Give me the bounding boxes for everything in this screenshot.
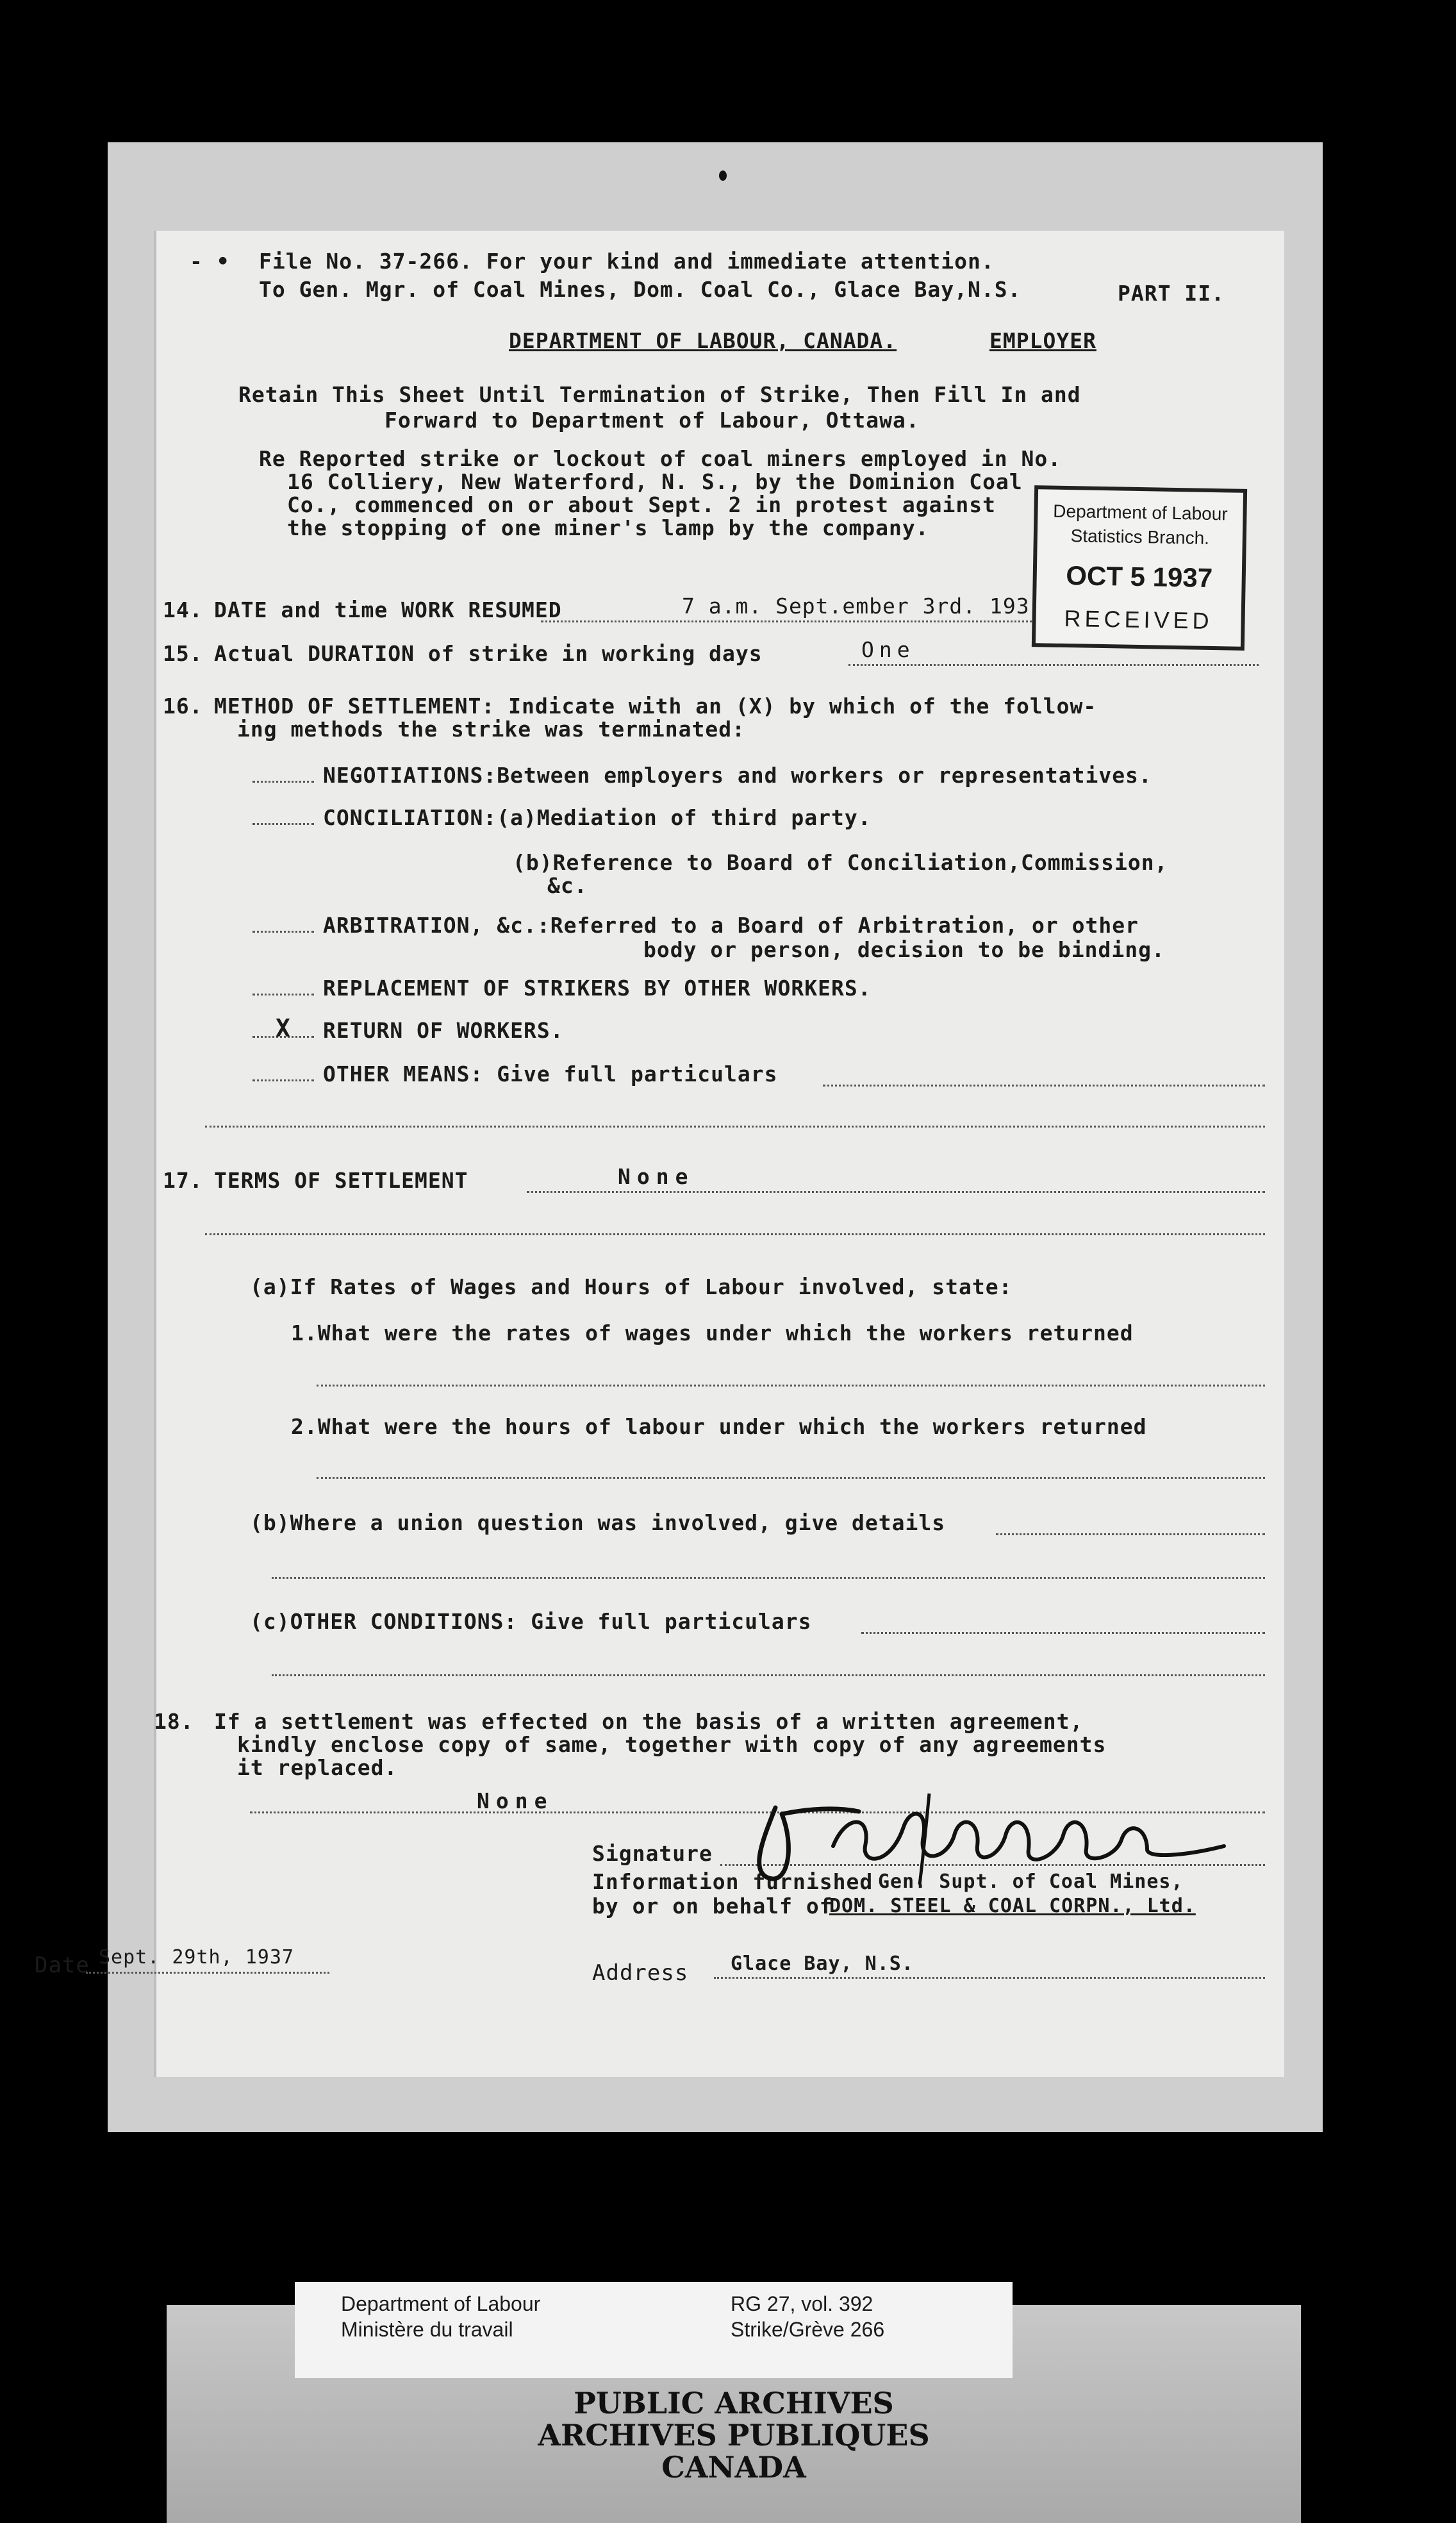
archives-line-3: CANADA bbox=[661, 2450, 806, 2485]
return-x-mark: X bbox=[276, 1014, 291, 1042]
stamp-date: OCT 5 1937 bbox=[1065, 560, 1213, 593]
rg-reference: RG 27, vol. 392 bbox=[731, 2292, 873, 2315]
arbitration-option: ARBITRATION, &c.:Referred to a Board of Arbitration, or other bbox=[323, 913, 1139, 938]
q15-number: 15. bbox=[163, 641, 203, 666]
re-line-4: the stopping of one miner's lamp by the company. bbox=[287, 515, 929, 540]
file-line: File No. 37-266. For your kind and immediate attention. bbox=[259, 249, 995, 274]
q17c-label: (c)OTHER CONDITIONS: Give full particulars bbox=[250, 1609, 812, 1634]
q15-line bbox=[848, 664, 1259, 666]
q17b-line-2 bbox=[272, 1577, 1265, 1579]
replacement-option: REPLACEMENT OF STRIKERS BY OTHER WORKERS. bbox=[323, 976, 872, 1001]
retain-line-1: Retain This Sheet Until Termination of Strike, Then Fill In and bbox=[238, 382, 1081, 407]
stamp-line-1: Department of Labour bbox=[1053, 501, 1228, 524]
q18-line-1: If a settlement was effected on the basis of a written agreement, bbox=[214, 1709, 1084, 1734]
q17-line bbox=[527, 1191, 1265, 1193]
info-value: Gen. Supt. of Coal Mines, bbox=[878, 1870, 1184, 1893]
q17-line-2 bbox=[205, 1233, 1265, 1235]
by-value: DOM. STEEL & COAL CORPN., Ltd. bbox=[829, 1895, 1196, 1917]
archives-line-2: ARCHIVES PUBLIQUES bbox=[538, 2418, 930, 2452]
q17a-label: (a)If Rates of Wages and Hours of Labour involved, state: bbox=[250, 1274, 1013, 1299]
address-line bbox=[714, 1977, 1265, 1979]
negotiations-option: NEGOTIATIONS:Between employers and workers or representatives. bbox=[323, 763, 1152, 788]
q17c-line-2 bbox=[272, 1674, 1265, 1676]
arbitration-cont: body or person, decision to be binding. bbox=[643, 937, 1165, 962]
department-title: DEPARTMENT OF LABOUR, CANADA. bbox=[509, 328, 897, 353]
q18-line-2: kindly enclose copy of same, together with copy of any agreements bbox=[237, 1732, 1107, 1757]
q17-value: None bbox=[618, 1164, 695, 1189]
signature-label: Signature bbox=[592, 1841, 713, 1866]
q16-label-1: METHOD OF SETTLEMENT: Indicate with an (X) by which of the follow- bbox=[214, 694, 1097, 719]
q17a1-line bbox=[317, 1385, 1265, 1386]
q17-label: TERMS OF SETTLEMENT bbox=[214, 1168, 468, 1193]
date-value: Sept. 29th, 1937 bbox=[99, 1946, 294, 1969]
q14-value: 7 a.m. Sept.ember 3rd. 193 bbox=[682, 594, 1030, 619]
negotiations-blank bbox=[252, 781, 314, 783]
employer-label: EMPLOYER bbox=[989, 328, 1096, 353]
conciliation-b-cont: &c. bbox=[547, 873, 588, 898]
q14-label: DATE and time WORK RESUMED bbox=[214, 597, 562, 622]
archive-reference-label bbox=[295, 2282, 1013, 2378]
return-option: RETURN OF WORKERS. bbox=[323, 1018, 564, 1043]
q18-number: 18. bbox=[154, 1709, 194, 1734]
q17a1-label: 1.What were the rates of wages under which the workers returned bbox=[291, 1320, 1134, 1345]
re-line-2: 16 Colliery, New Waterford, N. S., by the Dominion Coal bbox=[287, 469, 1023, 494]
other-means-blank bbox=[252, 1079, 314, 1081]
date-line bbox=[86, 1972, 329, 1974]
replacement-blank bbox=[252, 994, 314, 995]
q17c-line bbox=[861, 1632, 1265, 1634]
q18-line-3: it replaced. bbox=[237, 1755, 398, 1780]
q17a2-line bbox=[317, 1477, 1265, 1479]
archives-line-1: PUBLIC ARCHIVES bbox=[574, 2386, 894, 2420]
other-means-line-2 bbox=[205, 1126, 1265, 1128]
stamp-line-2: Statistics Branch. bbox=[1070, 526, 1210, 548]
other-means-option: OTHER MEANS: Give full particulars bbox=[323, 1062, 778, 1087]
q17-number: 17. bbox=[163, 1168, 203, 1193]
date-label: Date bbox=[35, 1953, 90, 1978]
q14-number: 14. bbox=[163, 597, 203, 622]
received-stamp bbox=[1032, 485, 1247, 651]
address-label: Address bbox=[592, 1960, 689, 1986]
conciliation-b-option: (b)Reference to Board of Conciliation,Commission, bbox=[513, 850, 1168, 875]
q17b-label: (b)Where a union question was involved, give details bbox=[250, 1510, 946, 1535]
q14-line bbox=[541, 620, 1041, 622]
arbitration-blank bbox=[252, 931, 314, 933]
dept-fr: Ministère du travail bbox=[341, 2318, 513, 2341]
stamp-received: RECEIVED bbox=[1064, 604, 1213, 635]
conciliation-blank bbox=[252, 823, 314, 825]
handwritten-signature bbox=[737, 1788, 1237, 1891]
address-value: Glace Bay, N.S. bbox=[731, 1953, 914, 1975]
q15-label: Actual DURATION of strike in working days bbox=[214, 641, 763, 666]
q15-value: One bbox=[861, 637, 915, 662]
re-line-1: Re Reported strike or lockout of coal miners employed in No. bbox=[259, 446, 1062, 471]
q17b-line bbox=[996, 1533, 1265, 1535]
q17a2-label: 2.What were the hours of labour under which the workers returned bbox=[291, 1414, 1147, 1439]
q16-label-2: ing methods the strike was terminated: bbox=[237, 717, 745, 742]
q18-value: None bbox=[477, 1788, 554, 1813]
retain-line-2: Forward to Department of Labour, Ottawa. bbox=[385, 408, 920, 433]
strike-number: Strike/Grève 266 bbox=[731, 2318, 885, 2341]
conciliation-a-option: CONCILIATION:(a)Mediation of third party. bbox=[323, 805, 872, 830]
other-means-line bbox=[823, 1085, 1265, 1087]
re-line-3: Co., commenced on or about Sept. 2 in protest against bbox=[287, 492, 996, 517]
by-label: by or on behalf of bbox=[592, 1894, 833, 1919]
part-label: PART II. bbox=[1118, 281, 1225, 306]
dept-en: Department of Labour bbox=[341, 2292, 541, 2315]
to-line: To Gen. Mgr. of Coal Mines, Dom. Coal Co., Glace Bay,N.S. bbox=[259, 277, 1022, 302]
hole-punch-mark bbox=[719, 171, 727, 181]
bullet-mark: - • bbox=[190, 249, 230, 274]
q16-number: 16. bbox=[163, 694, 203, 719]
info-label: Information furnished bbox=[592, 1869, 873, 1894]
